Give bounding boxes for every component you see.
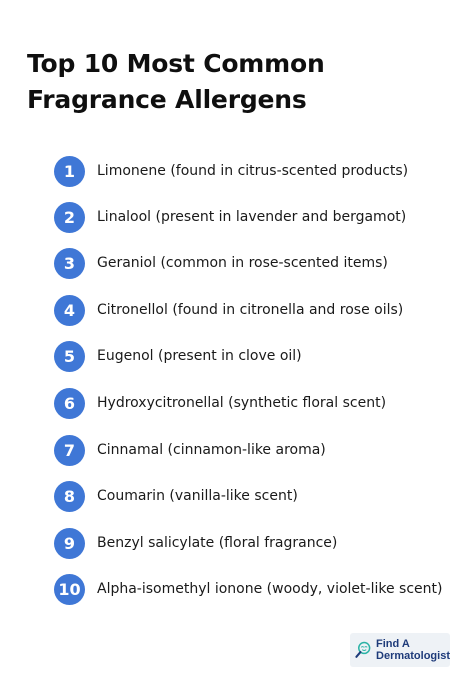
logo-line-2: Dermatologist	[376, 650, 450, 662]
number-badge: 1	[54, 156, 85, 187]
number-badge: 7	[54, 435, 85, 466]
number-badge: 2	[54, 202, 85, 233]
list-item	[54, 480, 454, 512]
number-badge: 10	[54, 574, 85, 605]
list-item	[54, 340, 454, 372]
list-item-label: Linalool (present in lavender and bergamot)	[97, 209, 407, 225]
list-item-label: Hydroxycitronellal (synthetic floral scent)	[97, 395, 387, 411]
list-item	[54, 434, 454, 466]
list-item-label: Alpha-isomethyl ionone (woody, violet-like scent)	[97, 581, 443, 597]
list-item-label: Geraniol (common in rose-scented items)	[97, 255, 388, 271]
list-item-label: Cinnamal (cinnamon-like aroma)	[97, 442, 326, 458]
magnifier-face-icon	[354, 636, 373, 664]
list-item	[54, 573, 454, 605]
list-item	[54, 155, 454, 187]
number-badge: 8	[54, 481, 85, 512]
logo-wordmark	[376, 638, 450, 662]
list-item-label: Limonene (found in citrus-scented products)	[97, 163, 409, 179]
number-badge: 5	[54, 341, 85, 372]
list-item-label: Citronellol (found in citronella and rose oils)	[97, 302, 404, 318]
logo-line-1: Find A	[376, 638, 410, 650]
list-item	[54, 201, 454, 233]
number-badge: 3	[54, 248, 85, 279]
number-badge: 6	[54, 388, 85, 419]
list-item	[54, 247, 454, 279]
number-badge: 9	[54, 528, 85, 559]
brand-logo	[350, 633, 450, 667]
list-item	[54, 294, 454, 326]
list-item-label: Benzyl salicylate (floral fragrance)	[97, 535, 338, 551]
number-badge: 4	[54, 295, 85, 326]
list-item	[54, 387, 454, 419]
page-title: Top 10 Most Common Fragrance Allergens	[27, 49, 325, 114]
list-item-label: Eugenol (present in clove oil)	[97, 348, 302, 364]
list-item-label: Coumarin (vanilla-like scent)	[97, 488, 298, 504]
list-item	[54, 527, 454, 559]
